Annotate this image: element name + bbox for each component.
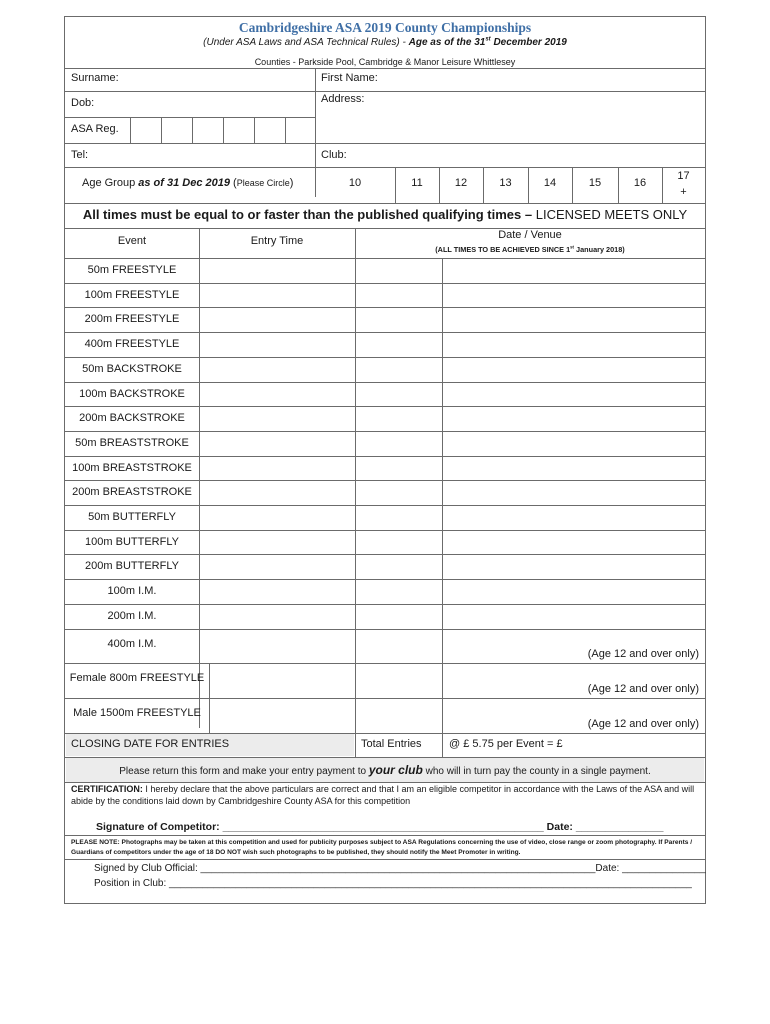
price-per-event: @ £ 5.75 per Event = £ [449, 738, 563, 750]
surname-field[interactable] [155, 69, 315, 91]
age-option-13[interactable]: 13 [499, 177, 512, 189]
entry-time-field[interactable] [200, 630, 355, 663]
age-option-12[interactable]: 12 [454, 177, 468, 189]
table-row [65, 357, 705, 382]
date-field[interactable] [356, 506, 440, 529]
date-field[interactable] [356, 284, 440, 307]
age-option-10[interactable]: 10 [348, 177, 362, 189]
date-field[interactable] [356, 555, 440, 578]
table-row [65, 332, 705, 357]
entry-form [64, 16, 706, 904]
closing-date-label: CLOSING DATE FOR ENTRIES [71, 738, 230, 750]
entry-time-field[interactable] [200, 259, 355, 282]
event-name: Female 800m FREESTYLE [69, 672, 205, 685]
event-name: 100m I.M. [107, 585, 157, 598]
total-amount-field[interactable] [585, 734, 703, 756]
entry-time-field[interactable] [200, 457, 355, 480]
entry-time-field[interactable] [200, 308, 355, 331]
asa-reg-digit-box[interactable] [224, 118, 254, 142]
entry-time-field[interactable] [200, 481, 355, 504]
age-option-17-plus[interactable]: 17 + [677, 170, 690, 198]
date-field[interactable] [356, 308, 440, 331]
date-field[interactable] [356, 580, 440, 603]
event-name: 100m FREESTYLE [84, 288, 180, 301]
venue-field[interactable] [443, 407, 703, 430]
tel-field[interactable] [95, 144, 313, 168]
venue-field[interactable] [443, 555, 703, 578]
table-row [65, 505, 705, 530]
entry-time-field[interactable] [200, 506, 355, 529]
asa-reg-digit-box[interactable] [162, 118, 192, 142]
date-field[interactable] [356, 481, 440, 504]
date-venue-note: (ALL TIMES TO BE ACHIEVED SINCE 1st January 2018) [435, 244, 625, 254]
age-restriction-note: (Age 12 and over only) [587, 648, 699, 661]
table-row [65, 604, 705, 629]
table-row [65, 431, 705, 456]
venue-field[interactable] [443, 358, 703, 381]
first-name-label: First Name: [321, 72, 378, 84]
table-row [65, 258, 705, 283]
age-option-16[interactable]: 16 [633, 177, 647, 189]
entry-time-field[interactable] [200, 605, 355, 628]
venue-field[interactable] [443, 481, 703, 504]
venue-field[interactable] [443, 506, 703, 529]
age-option-14[interactable]: 14 [543, 177, 557, 189]
venue-field[interactable] [443, 383, 703, 406]
event-name: 50m BUTTERFLY [88, 511, 176, 523]
event-name: 200m BUTTERFLY [85, 560, 179, 573]
entry-time-field[interactable] [200, 580, 355, 603]
age-option-15[interactable]: 15 [588, 177, 602, 189]
date-field[interactable] [356, 432, 440, 455]
venue-field[interactable] [443, 457, 703, 480]
asa-reg-label: ASA Reg. [71, 123, 119, 135]
venue-field[interactable] [443, 333, 703, 356]
entry-time-field[interactable] [200, 407, 355, 430]
table-row [65, 554, 705, 579]
date-field[interactable] [356, 259, 440, 282]
certification-text: CERTIFICATION: I hereby declare that the above particulars are correct and that I am an eligible competitor in accordance with the Laws of the ASA and will abide by the conditions laid down by Cambridgeshire County ASA for this competition [71, 784, 695, 806]
position-in-club-line[interactable]: Position in Club: ______________________________________________________________________________________________ [94, 878, 692, 889]
event-name: 50m BACKSTROKE [82, 362, 182, 375]
event-name: 200m BACKSTROKE [79, 412, 185, 425]
address-field[interactable] [375, 92, 703, 142]
event-name: 200m FREESTYLE [84, 313, 180, 326]
entry-time-field[interactable] [200, 284, 355, 307]
table-row [65, 406, 705, 431]
age-option-11[interactable]: 11 [411, 177, 423, 189]
table-row [65, 480, 705, 505]
date-field[interactable] [356, 407, 440, 430]
payment-instructions: Please return this form and make your entry payment to your club who will in turn pay the county in a single payment. [119, 763, 651, 777]
surname-label: Surname: [71, 72, 119, 84]
venues-line: Counties - Parkside Pool, Cambridge & Manor Leisure Whittlesey [254, 57, 516, 67]
venue-field[interactable] [443, 284, 703, 307]
entry-time-field[interactable] [210, 664, 355, 697]
table-row [65, 663, 705, 698]
entry-time-field[interactable] [210, 699, 355, 732]
asa-reg-digit-box[interactable] [193, 118, 223, 142]
age-group-label: Age Group as of 31 Dec 2019 (Please Circle) [82, 177, 294, 189]
event-name: 100m BUTTERFLY [85, 535, 179, 548]
asa-reg-digit-box[interactable] [286, 118, 315, 142]
event-name: 200m BREASTSTROKE [72, 486, 192, 499]
table-row [65, 307, 705, 332]
qualifying-notice: All times must be equal to or faster than the published qualifying times – LICENSED MEETS ONLY [82, 207, 688, 222]
col-header-date-venue: Date / Venue [498, 229, 562, 241]
address-label: Address: [321, 93, 365, 105]
tel-label: Tel: [71, 149, 89, 161]
venue-field[interactable] [443, 259, 703, 282]
dob-field[interactable] [105, 92, 313, 117]
entry-time-field[interactable] [200, 555, 355, 578]
date-field[interactable] [356, 358, 440, 381]
date-field[interactable] [356, 605, 440, 628]
photo-note: PLEASE NOTE: Photographs may be taken at this competition and used for publicity purposes subject to ASA Regulations concerning the use of video, close range or zoom photography. If Parents / Guardians of competitors under the age of 18 DO NOT wish such photographs to be published, they should notify the Meet Promoter in writing. [71, 839, 693, 856]
date-field[interactable] [356, 531, 440, 554]
entry-time-field[interactable] [200, 432, 355, 455]
venue-field[interactable] [443, 531, 703, 554]
club-label: Club: [321, 149, 347, 161]
entry-time-field[interactable] [200, 358, 355, 381]
event-name: 50m BREASTSTROKE [75, 436, 189, 449]
venue-field[interactable] [443, 308, 703, 331]
form-subtitle: (Under ASA Laws and ASA Technical Rules) - Age as of the 31st December 2019 [203, 36, 567, 48]
table-row [65, 456, 705, 481]
event-name: 100m BREASTSTROKE [72, 461, 192, 474]
table-row [65, 283, 705, 308]
entry-time-field[interactable] [200, 383, 355, 406]
asa-reg-digit-box[interactable] [131, 118, 161, 142]
club-official-signature-line[interactable]: Signed by Club Official: _______________________________________________________________________Date: _______________ [94, 863, 706, 874]
table-row [65, 579, 705, 604]
venue-field[interactable] [443, 580, 703, 603]
entry-time-field[interactable] [200, 531, 355, 554]
total-entries-label: Total Entries [361, 738, 422, 750]
club-field[interactable] [355, 144, 703, 168]
competitor-signature-line[interactable]: Signature of Competitor: _______________________________________________________ Date: _______________ [96, 821, 664, 833]
event-name: 400m I.M. [107, 637, 157, 650]
event-name: Male 1500m FREESTYLE [73, 707, 201, 720]
date-field[interactable] [356, 333, 440, 356]
col-header-event: Event [117, 235, 147, 247]
form-title: Cambridgeshire ASA 2019 County Championships [238, 20, 532, 35]
table-row [65, 698, 705, 733]
date-field[interactable] [356, 457, 440, 480]
asa-reg-digit-box[interactable] [255, 118, 285, 142]
age-restriction-note: (Age 12 and over only) [587, 683, 699, 696]
age-restriction-note: (Age 12 and over only) [587, 717, 699, 730]
table-row [65, 629, 705, 664]
table-row [65, 530, 705, 555]
date-field[interactable] [356, 383, 440, 406]
entry-time-field[interactable] [200, 333, 355, 356]
event-name: 200m I.M. [107, 609, 157, 622]
venue-field[interactable] [443, 605, 703, 628]
event-name: 400m FREESTYLE [84, 338, 180, 351]
dob-label: Dob: [71, 97, 95, 109]
first-name-field[interactable] [411, 69, 701, 91]
col-header-entry-time: Entry Time [250, 235, 304, 247]
event-name: 100m BACKSTROKE [79, 387, 185, 400]
venue-field[interactable] [443, 432, 703, 455]
table-row [65, 382, 705, 407]
event-name: 50m FREESTYLE [87, 264, 177, 276]
